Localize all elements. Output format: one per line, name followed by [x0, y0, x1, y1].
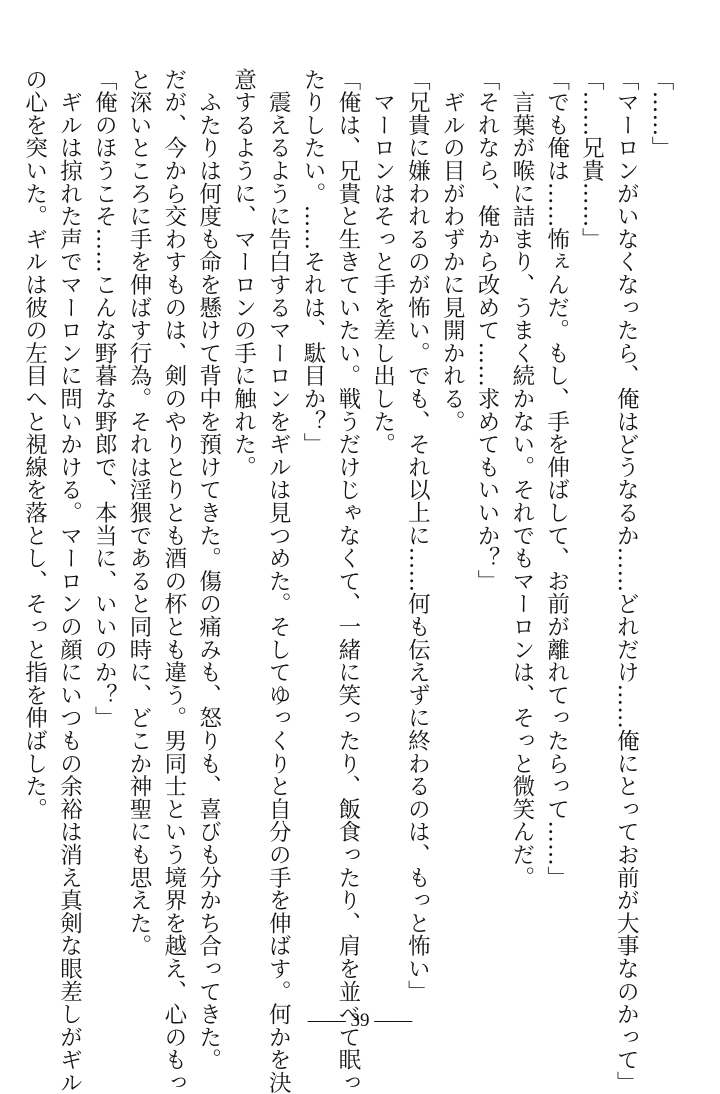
text-line: マーロンはそっと手を差し出した。 — [369, 68, 396, 456]
text-line: 言葉が喉に詰まり、うまく続かない。それでもマーロンは、そっと微笑んだ。 — [508, 68, 535, 889]
text-line: と深いところに手を伸ばす行為。それは淫猥であると同時に、どこか神聖にも思えた。 — [126, 68, 153, 958]
text-line: 「俺のほうこそ……こんな野暮な野郎で、本当に、いいのか？」 — [91, 68, 118, 730]
text-line: 「……」 — [648, 68, 674, 160]
text-line: 「マーロンがいなくなったら、俺はどうなるか……どれだけ……俺にとってお前が大事なのかって」 — [613, 68, 640, 1094]
text-line: たりしたい。……それは、駄目か？」 — [300, 68, 327, 456]
text-line: 「それなら、俺から改めて……求めてもいいか？」 — [474, 68, 501, 593]
text-line: 震えるように告白するマーロンをギルは見つめた。そしてゆっくりと自分の手を伸ばす。何かを決 — [265, 68, 292, 1094]
text-line: だが、今から交わすものは、剣のやりとりとも酒の杯とも違う。男同士という境界を越え、心のもっ — [160, 68, 187, 1094]
text-line: の心を突いた。ギルは彼の左目へと視線を落とし、そっと指を伸ばした。 — [21, 68, 48, 821]
text-line: 「兄貴に嫌われるのが怖い。でも、それ以上に……何も伝えずに終わるのは、もっと怖い」 — [404, 68, 431, 1003]
text-line: 意するように、マーロンの手に触れた。 — [230, 68, 257, 479]
text-line: 「俺は、兄貴と生きていたい。戦うだけじゃなくて、一緒に笑ったり、飯食ったり、肩を並べて眠っ — [334, 68, 361, 1094]
text-line: ギルの目がわずかに見開かれる。 — [439, 68, 466, 433]
text-line: ふたりは何度も命を懸けて背中を預けてきた。傷の痛みも、怒りも、喜びも分かち合ってきた。 — [195, 68, 222, 1072]
text-line: 「……兄貴……」 — [578, 68, 605, 251]
text-line: ギルは掠れた声でマーロンに問いかける。マーロンの顔にいつもの余裕は消え真剣な眼差しがギル — [56, 68, 83, 1094]
text-line: 「でも俺は……怖ぇんだ。もし、手を伸ばして、お前が離れてったらって……」 — [543, 68, 570, 889]
page-number: ―― 39 ―― — [307, 1010, 413, 1031]
